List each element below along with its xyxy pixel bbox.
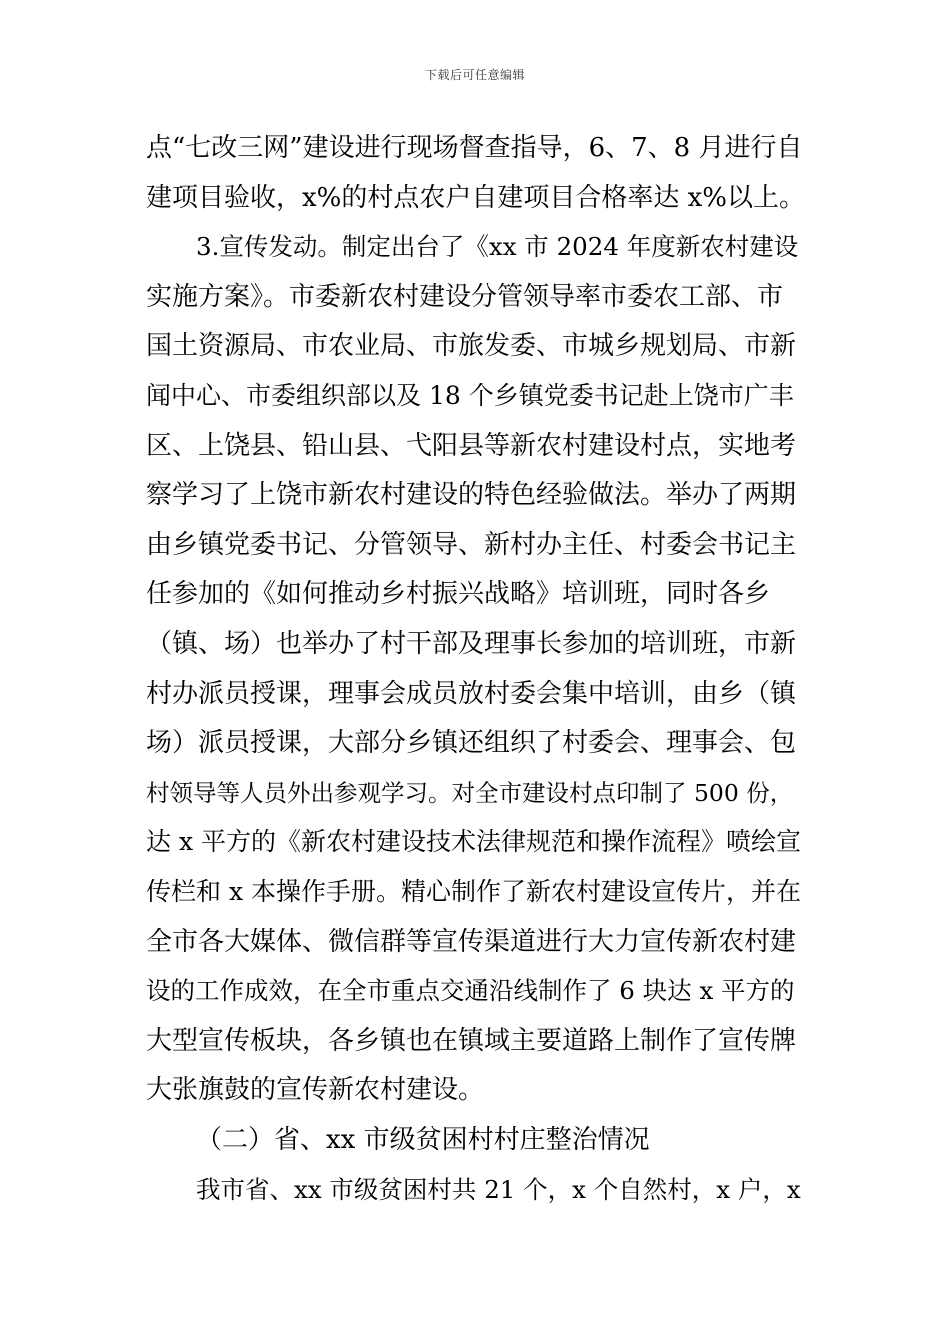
text-line: 实施方案》。市委新农村建设分管领导率市委农工部、市	[146, 282, 784, 312]
text-line: 村领导等人员外出参观学习。对全市建设村点印制了 500 份，	[146, 779, 794, 807]
text-line: 察学习了上饶市新农村建设的特色经验做法。举办了两期	[146, 480, 797, 510]
text-line: 场）派员授课，大部分乡镇还组织了村委会、理事会、包	[146, 728, 797, 758]
text-line: 达 x 平方的《新农村建设技术法律规范和操作流程》喷绘宣	[146, 827, 801, 856]
section-heading: （二）省、xx 市级贫困村村庄整治情况	[196, 1125, 650, 1155]
text-line: 闻中心、市委组织部以及 18 个乡镇党委书记赴上饶市广丰	[146, 381, 794, 410]
text-line: 由乡镇党委书记、分管领导、新村办主任、村委会书记主	[146, 530, 797, 560]
text-line: 任参加的《如何推动乡村振兴战略》培训班，同时各乡	[146, 579, 771, 609]
text-line: 国土资源局、市农业局、市旅发委、市城乡规划局、市新	[146, 331, 797, 361]
text-line: 大张旗鼓的宣传新农村建设。	[146, 1075, 485, 1105]
text-line: 点“七改三网”建设进行现场督查指导，6、7、8 月进行自	[146, 133, 803, 163]
text-line: 传栏和 x 本操作手册。精心制作了新农村建设宣传片，并在	[146, 877, 801, 906]
text-line: 大型宣传板块，各乡镇也在镇域主要道路上制作了宣传牌	[146, 1026, 797, 1056]
text-line: 村办派员授课，理事会成员放村委会集中培训，由乡（镇	[146, 679, 797, 709]
text-line: 全市各大媒体、微信群等宣传渠道进行大力宣传新农村建	[146, 927, 797, 957]
text-line: 建项目验收，x%的村点农户自建项目合格率达 x%以上。	[146, 183, 806, 213]
text-line: 区、上饶县、铅山县、弋阳县等新农村建设村点，实地考	[146, 431, 797, 461]
text-line: 设的工作成效，在全市重点交通沿线制作了 6 块达 x 平方的	[146, 976, 795, 1005]
paragraph-first-line: 3.宣传发动。制定出台了《xx 市 2024 年度新农村建设	[196, 232, 799, 261]
paragraph-first-line: 我市省、xx 市级贫困村共 21 个，x 个自然村，x 户，x	[196, 1175, 801, 1204]
page-header: 下载后可任意编辑	[424, 68, 525, 82]
text-line: （镇、场）也举办了村干部及理事长参加的培训班，市新	[146, 629, 797, 659]
